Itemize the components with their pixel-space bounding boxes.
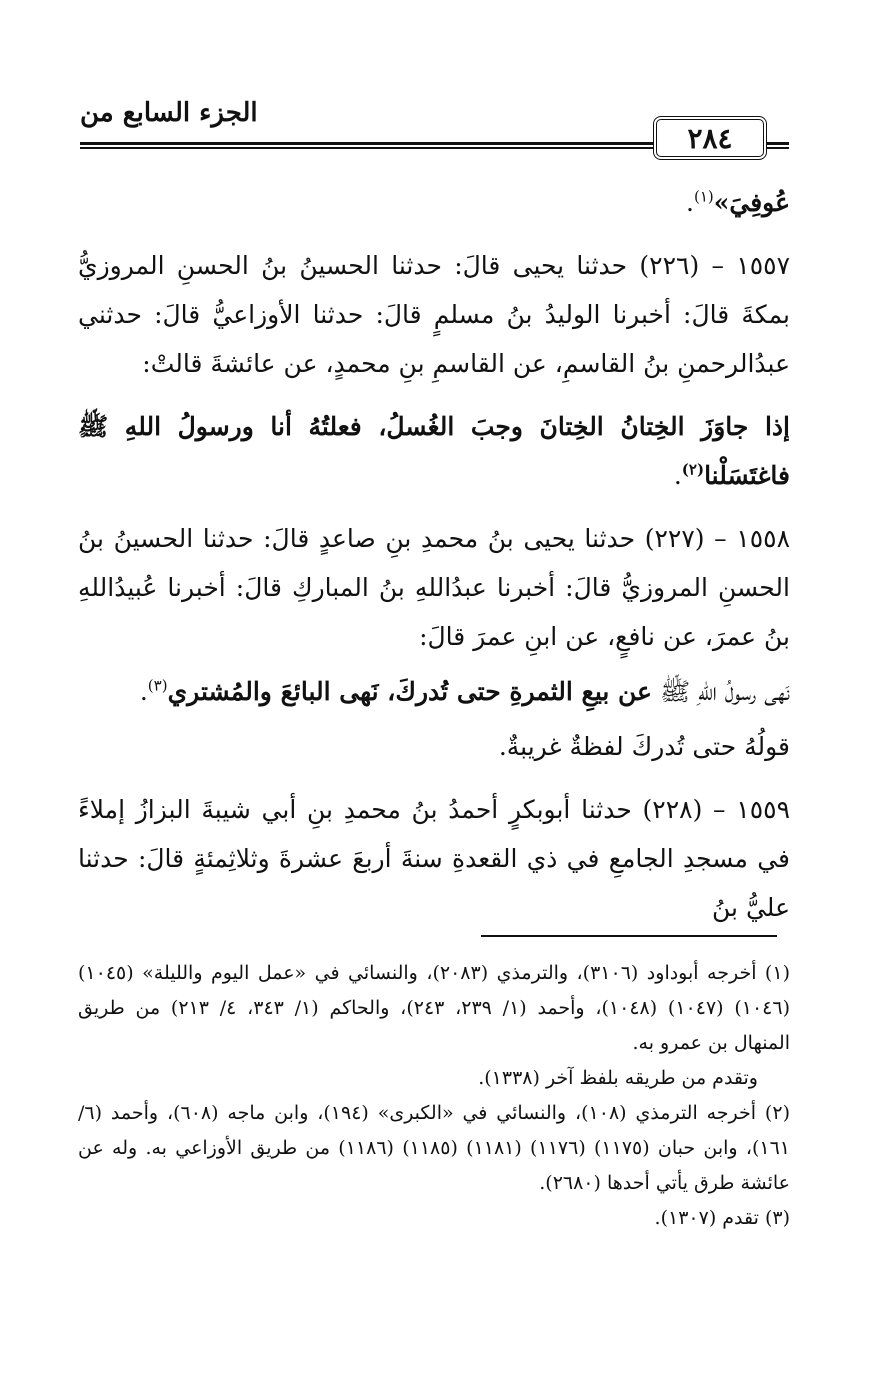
hadith-1558-quote-a: نَهى رسولُ اللهِ ﷺ <box>659 677 790 706</box>
hadith-1557-quote: إذا جاوَزَ الخِتانُ الخِتانَ وجبَ الغُسلُ، فعلتُهُ أنا ورسولُ اللهِ ﷺ فاغتَسَلْنا <box>78 412 790 490</box>
hadith-1558-end: . <box>139 677 148 706</box>
hadith-1558-quote-b: عن بيعِ الثمرةِ حتى تُدركَ، نَهى البائعَ والمُشتري <box>167 677 652 706</box>
footnote-1: (١) أخرجه أبوداود (٣١٠٦)، والترمذي (٢٠٨٣)، والنسائي في «عمل اليوم والليلة» (١٠٤٥) (١٠٤٦) (١٠٤٧) (١٠٤٨)، وأحمد (١/ ٢٣٩، ٢٤٣)، والحاكم (١/ ٣٤٣، ٤/ ٢١٣) من طريق المنهال بن عمرو به. <box>78 962 791 1054</box>
hadith-1557-end: . <box>673 461 682 490</box>
running-title: الجزء السابع من <box>80 98 258 128</box>
hadith-1557-matn <box>78 402 790 500</box>
footnote-2: (٢) أخرجه الترمذي (١٠٨)، والنسائي في «الكبرى» (١٩٤)، وابن ماجه (٦٠٨)، وأحمد (٦/ ١٦١)، وابن حبان (١١٧٥) (١١٧٦) (١١٨١) (١١٨٥) (١١٨٦) من طريق الأوزاعي به. وله عن عائشة طرق يأتي أحدها (٢٦٨٠). <box>78 1102 791 1194</box>
continuation-text: عُوفِيَ» <box>713 188 790 217</box>
footnote-ref-3: (٣) <box>147 676 168 695</box>
footnote-1-extra: وتقدم من طريقه بلفظ آخر (١٣٣٨). <box>478 1067 758 1089</box>
continuation-end: . <box>686 188 694 217</box>
hadith-1559-intro: ١٥٥٩ – (٢٢٨) حدثنا أبوبكرٍ أحمدُ بنُ محمدِ بنِ أبي شيبةَ البزازُ إملاءً في مسجدِ الجامعِ في ذي القعدةِ سنةَ أربعَ عشرةَ وثلاثِمئةٍ قالَ: حدثنا عليُّ بنُ <box>78 795 790 922</box>
page-number: ٢٨٤ <box>653 116 767 160</box>
footnote-separator <box>481 935 777 937</box>
footnotes <box>78 956 790 1236</box>
footnote-ref-2: (٢) <box>681 460 705 479</box>
hadith-1558-matn <box>78 667 790 716</box>
footnote-ref-1: (١) <box>693 187 714 206</box>
page-header <box>0 96 879 166</box>
continuation-line <box>78 178 790 227</box>
hadith-1558-intro: ١٥٥٨ – (٢٢٧) حدثنا يحيى بنُ محمدِ بنِ صاعدٍ قالَ: حدثنا الحسينُ بنُ الحسنِ المروزيُّ قالَ: أخبرنا عبدُاللهِ بنُ المباركِ قالَ: أخبرنا عُبيدُاللهِ بنُ عمرَ، عن نافعٍ، عن ابنِ عمرَ قالَ: <box>78 524 790 651</box>
main-text <box>78 178 790 946</box>
hadith-1557-intro: ١٥٥٧ – (٢٢٦) حدثنا يحيى قالَ: حدثنا الحسينُ بنُ الحسنِ المروزيُّ بمكةَ قالَ: أخبرنا الوليدُ بنُ مسلمٍ قالَ: حدثنا الأوزاعيُّ قالَ: حدثني عبدُالرحمنِ بنُ القاسمِ، عن القاسمِ بنِ محمدٍ، عن عائشةَ قالتْ: <box>78 251 790 378</box>
footnote-3: (٣) تقدم (١٣٠٧). <box>654 1207 790 1229</box>
hadith-1558-comment: قولُهُ حتى تُدركَ لفظةٌ غريبةٌ. <box>498 732 790 761</box>
